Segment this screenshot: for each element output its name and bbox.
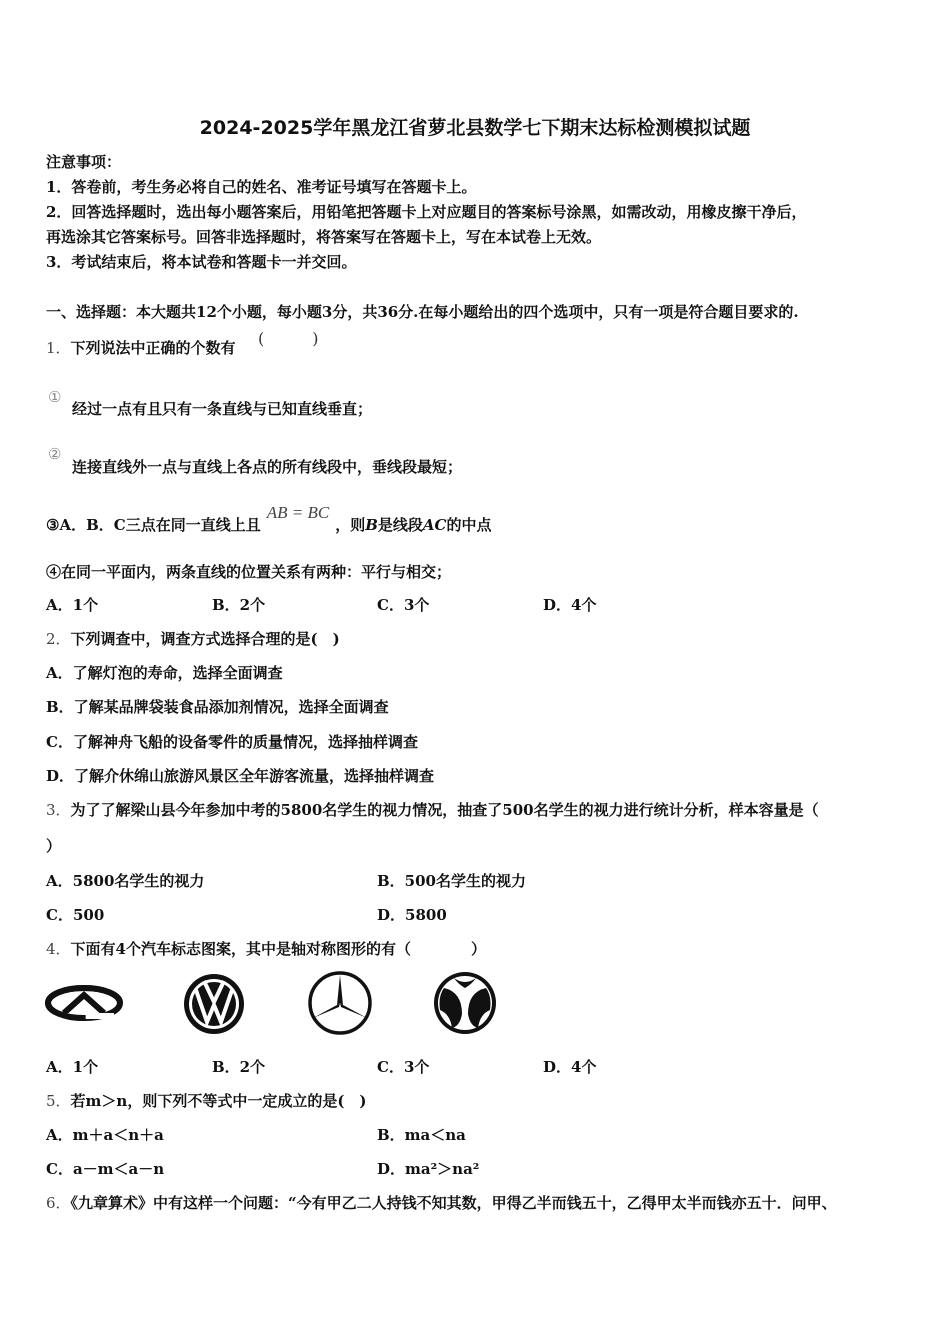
question-text: 下面有4个汽车标志图案，其中是轴对称图形的有（ ）	[70, 940, 486, 958]
section-heading: 一、选择题：本大题共12个小题，每小题3分，共36分.在每小题给出的四个选项中，只有一项是符合题目要求的.	[46, 303, 799, 321]
statement-4: ④在同一平面内，两条直线的位置关系有两种：平行与相交；	[46, 563, 452, 581]
question-text: 下列说法中正确的个数有	[70, 339, 236, 357]
question-number: 2．	[46, 630, 71, 648]
question-number: 1．	[46, 339, 71, 357]
question-number: 3．	[46, 801, 71, 819]
question-text: 《九章算术》中有这样一个问题：“今有甲乙二人持钱不知其数，甲得乙半而钱五十，乙得甲太半而钱亦五十．问甲、	[70, 1194, 837, 1212]
page-title: 2024-2025学年黑龙江省萝北县数学七下期末达标检测模拟试题	[199, 117, 751, 139]
volkswagen-logo-icon	[182, 972, 246, 1036]
q5-option-b: B．ma＜na	[377, 1126, 466, 1144]
q4-option-c: C．3个	[377, 1058, 430, 1076]
q2-option-c: C．了解神舟飞船的设备零件的质量情况，选择抽样调查	[46, 733, 418, 751]
question-3-stem	[46, 800, 819, 820]
question-6-stem	[46, 1193, 837, 1213]
question-number: 6．	[46, 1194, 71, 1212]
statement-3-text-3: 是线段	[377, 516, 423, 534]
statement-3	[46, 503, 492, 535]
q3-option-a: A．5800名学生的视力	[46, 872, 205, 890]
q1-option-b: B．2个	[212, 596, 266, 614]
q1-option-d: D．4个	[543, 596, 597, 614]
q1-option-a: A．1个	[46, 596, 99, 614]
q1-option-c: C．3个	[377, 596, 430, 614]
answer-paren: ( )	[258, 329, 319, 348]
statement-2: 连接直线外一点与直线上各点的所有线段中，垂线段最短；	[72, 458, 463, 476]
q3-option-c: C．500	[46, 906, 105, 924]
q2-option-a: A．了解灯泡的寿命，选择全面调查	[46, 664, 283, 682]
q5-option-d: D．ma²＞na²	[377, 1160, 480, 1178]
question-5-stem	[46, 1091, 367, 1111]
question-number: 5．	[46, 1092, 71, 1110]
q4-option-b: B．2个	[212, 1058, 266, 1076]
notice-item-2: 2．回答选择题时，选出每小题答案后，用铅笔把答题卡上对应题目的答案标号涂黑，如需改动，用橡皮擦干净后，	[46, 203, 807, 221]
question-2-stem	[46, 629, 340, 649]
notice-item-1: 1．答卷前，考生务必将自己的姓名、准考证号填写在答题卡上。	[46, 178, 477, 196]
q4-option-a: A．1个	[46, 1058, 99, 1076]
statement-3-text: ③A．B．C三点在同一直线上且	[46, 516, 261, 534]
notice-heading: 注意事项：	[46, 153, 122, 171]
q2-option-b: B．了解某品牌袋装食品添加剂情况，选择全面调查	[46, 698, 389, 716]
q4-option-d: D．4个	[543, 1058, 597, 1076]
question-4-stem	[46, 939, 486, 959]
notice-item-3: 3．考试结束后，将本试卷和答题卡一并交回。	[46, 253, 357, 271]
q2-option-d: D．了解介休绵山旅游风景区全年游客流量，选择抽样调查	[46, 767, 435, 785]
mercedes-logo-icon	[307, 970, 373, 1036]
dongfeng-logo-icon	[432, 970, 498, 1036]
question-text: 下列调查中，调查方式选择合理的是( )	[70, 630, 340, 648]
statement-3-text-2: ，则	[335, 516, 366, 534]
q5-option-a: A．m＋a＜n＋a	[46, 1126, 164, 1144]
infiniti-logo-icon	[44, 983, 124, 1023]
question-text: 为了了解梁山县今年参加中考的5800名学生的视力情况，抽查了500名学生的视力进行统计分析，样本容量是（	[70, 801, 819, 819]
question-1-stem	[46, 338, 236, 358]
q3-option-d: D．5800	[377, 906, 447, 924]
statement-1: 经过一点有且只有一条直线与已知直线垂直；	[72, 400, 373, 418]
question-3-stem-cont: ）	[46, 837, 62, 855]
q5-option-c: C．a－m＜a－n	[46, 1160, 165, 1178]
circled-2: ②	[48, 445, 62, 463]
math-ac: AC	[422, 516, 447, 534]
notice-item-2-cont: 再选涂其它答案标号。回答非选择题时，将答案写在答题卡上，写在本试卷上无效。	[46, 228, 602, 246]
math-ab-eq-bc: AB = BC	[266, 503, 330, 522]
circled-1: ①	[48, 388, 62, 406]
q3-option-b: B．500名学生的视力	[377, 872, 526, 890]
question-text: 若m＞n，则下列不等式中一定成立的是( )	[70, 1092, 367, 1110]
statement-3-text-4: 的中点	[446, 516, 492, 534]
math-b: B	[365, 516, 378, 534]
question-number: 4．	[46, 940, 71, 958]
